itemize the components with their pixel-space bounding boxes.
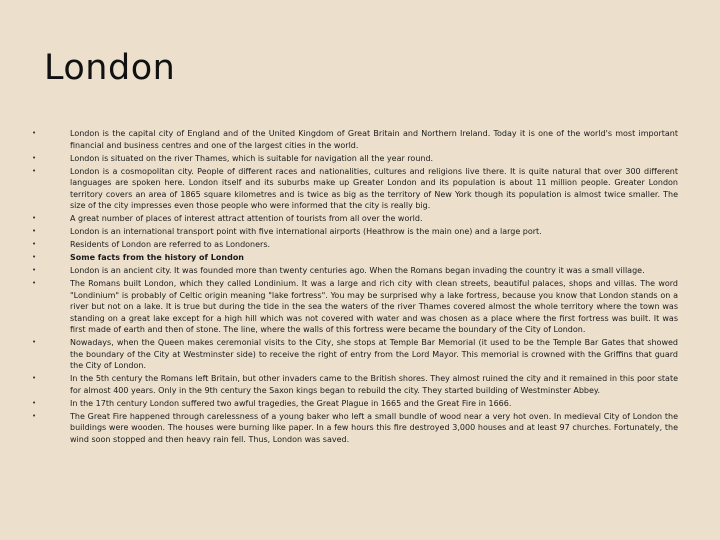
bullet-item: [30, 226, 678, 238]
bullet-text: A great number of places of interest attract attention of tourists from all over the world.: [70, 214, 423, 223]
bullet-item: [30, 278, 678, 336]
bullet-dot-icon: •: [32, 227, 37, 235]
bullet-dot-icon: •: [32, 338, 37, 346]
bullet-dot-icon: •: [32, 214, 37, 222]
bullet-item: [30, 239, 678, 251]
bullet-dot-icon: •: [32, 411, 37, 420]
bullet-text: London is an international transport point with five international airports (Heathrow is the main one) and a large port.: [70, 227, 542, 236]
bullet-text: In the 17th century London suffered two awful tragedies, the Great Plague in 1665 and the Great Fire in 1666.: [70, 398, 512, 408]
bullet-text: London is situated on the river Thames, which is suitable for navigation all the year round.: [70, 153, 434, 163]
bullet-item: [30, 166, 678, 212]
bullet-item: [30, 128, 678, 151]
bullet-dot-icon: •: [32, 266, 37, 274]
bullet-dot-icon: •: [32, 153, 37, 162]
bullet-text: London is a cosmopolitan city. People of different races and nationalities, cultures and religions live there. It is quite natural that over 300 different languages are spoken here. London itself and its suburbs make up Greater London and its population is about 11 million people. Greater London territory covers an area of 1865 square kilometres and is twice as big as the territory of New York though its population is almost twice smaller. The size of the city impresses even those people who were informed that the city is really big.: [70, 166, 678, 210]
bullet-text: The Great Fire happened through carelessness of a young baker who left a small bundle of wood near a very hot oven. In medieval City of London the buildings were wooden. The houses were burning like paper. In a few hours this fire destroyed 3,000 houses and at least 97 churches. Fortunately, the wind soon stopped and then heavy rain fell. Thus, London was saved.: [70, 411, 678, 444]
bullet-text: Nowadays, when the Queen makes ceremonial visits to the City, she stops at Temple Bar Memorial (it used to be the Temple Bar Gates that showed the boundary of the City at Westminster side) to receive the right of entry from the Lord Mayor. This memorial is crowned with the Griffins that guard the City of London.: [70, 338, 678, 370]
bullet-item: [30, 153, 678, 165]
bullet-text: In the 5th century the Romans left Britain, but other invaders came to the British shores. They almost ruined the city and it remained in this poor state for almost 400 years. Only in the 9th century the Saxon kings began to rebuild the city. They started building of Westminster Abbey.: [70, 374, 678, 395]
bullet-text: Some facts from the history of London: [70, 253, 245, 262]
bullet-item: [30, 398, 678, 410]
bullet-item: [30, 411, 678, 446]
bullet-dot-icon: •: [32, 253, 37, 261]
bullet-item: [30, 213, 678, 225]
bullet-item: [30, 373, 678, 396]
section-heading-item: [30, 252, 678, 264]
bullet-dot-icon: •: [32, 374, 37, 382]
bullet-dot-icon: •: [32, 166, 37, 175]
bullet-item: [30, 337, 678, 372]
bullet-item: [30, 265, 678, 277]
bullet-dot-icon: •: [32, 240, 37, 248]
bullet-text: Residents of London are referred to as Londoners.: [70, 240, 271, 249]
slide-title: London: [44, 48, 176, 88]
bullet-text: London is an ancient city. It was founded more than twenty centuries ago. When the Romans began invading the country it was a small village.: [70, 266, 645, 275]
bullet-text: London is the capital city of England and of the United Kingdom of Great Britain and Northern Ireland. Today it is one of the world's most important financial and business centres and one of the largest cities in the world.: [70, 129, 678, 150]
bullet-dot-icon: •: [32, 279, 37, 287]
bullet-dot-icon: •: [32, 398, 37, 407]
bullet-text: The Romans built London, which they called Londinium. It was a large and rich city with clean streets, beautiful palaces, shops and villas. The word "Londinium" is probably of Celtic origin meaning "lake fortress". You may be surprised why a lake fortress, because you know that London stands on a river but not on a lake. It is true but during the tide in the sea the waters of the river Thames covered almost the whole territory where the town was standing on a great lake except for a high hill which was not covered with water and was chosen as a place where the first fortress was built. It was first made of earth and then of stone. The line, where the walls of this fortress were became the boundary of the City of London.: [70, 279, 678, 334]
bullet-dot-icon: •: [32, 129, 37, 137]
bullet-list: [30, 128, 678, 447]
